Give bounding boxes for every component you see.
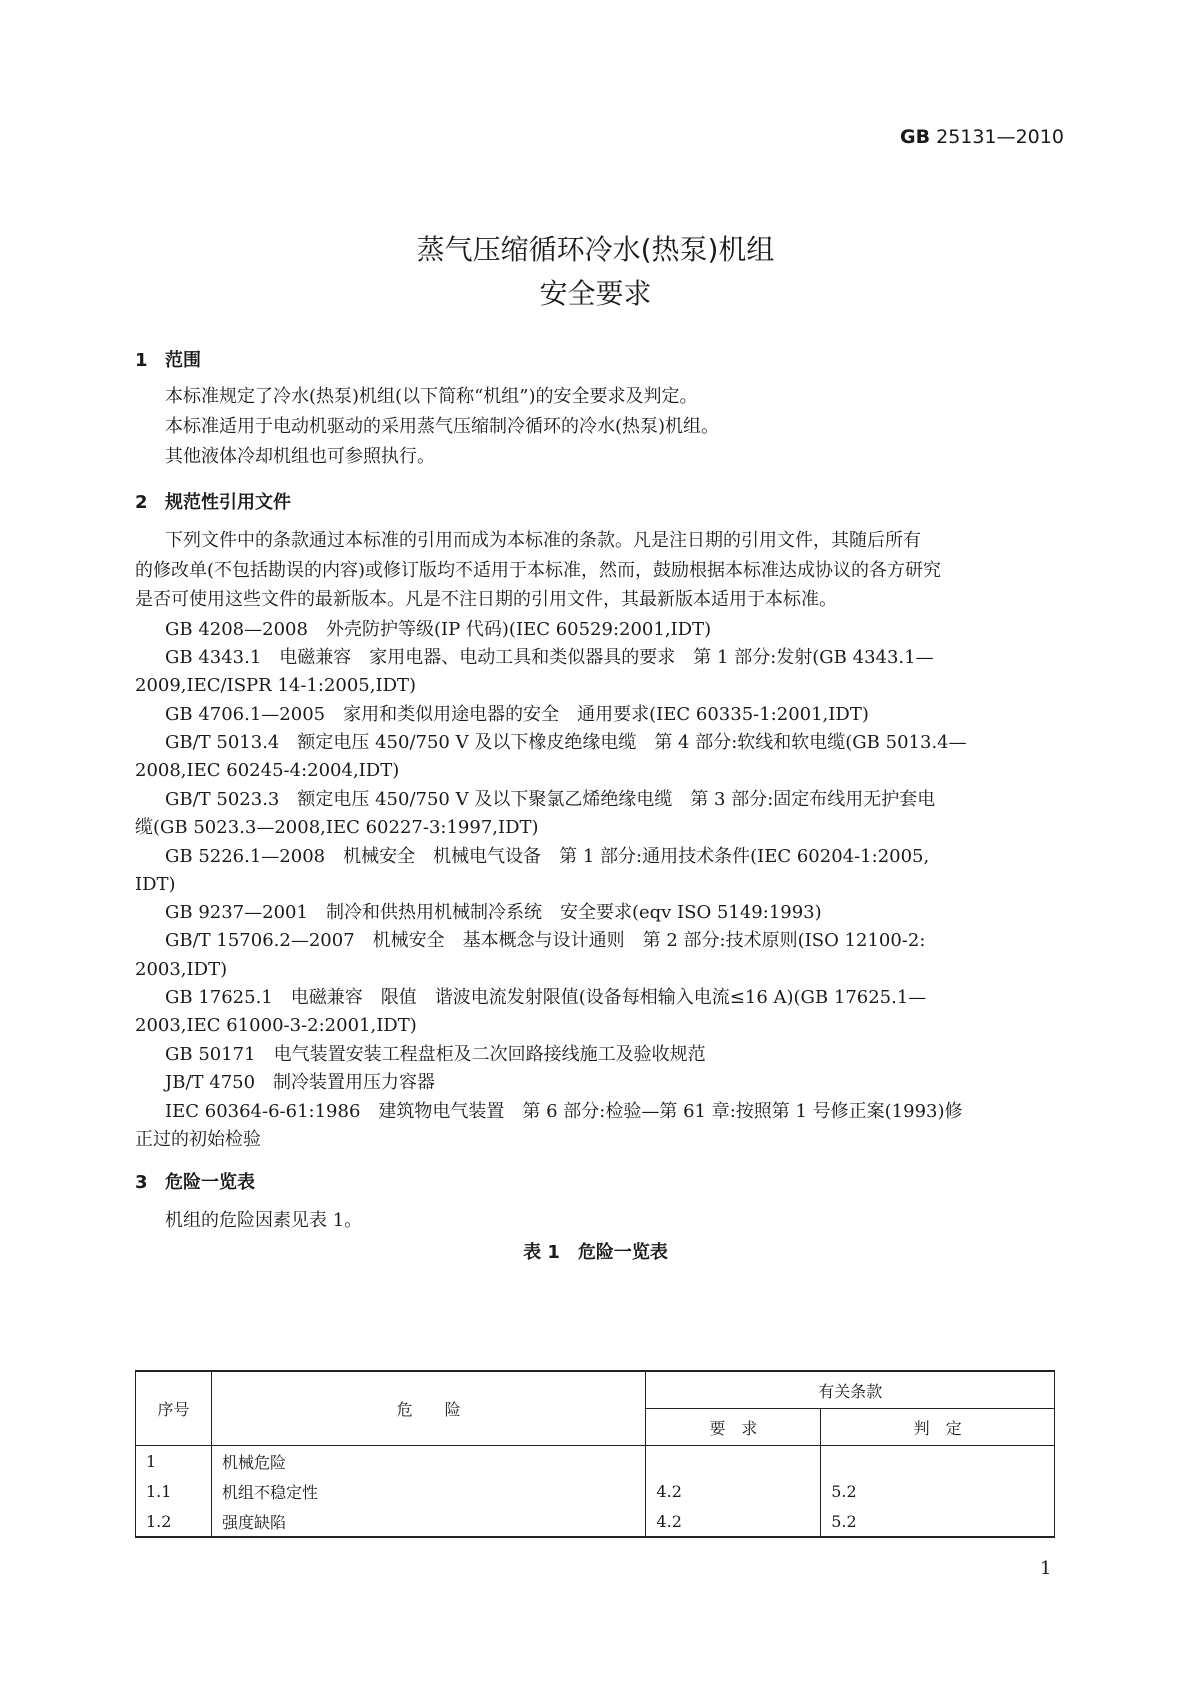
page-number: 1 (1040, 1558, 1052, 1579)
section-title: 规范性引用文件 (165, 492, 291, 513)
paragraph: 本标准适用于电动机驱动的采用蒸气压缩制冷循环的冷水(热泵)机组。 (165, 416, 720, 437)
section-title: 范围 (165, 350, 201, 371)
reference-item: GB/T 5013.4 额定电压 450/750 V 及以下橡皮绝缘电缆 第 4 部分:软线和软电缆(GB 5013.4— (165, 732, 967, 753)
table-row (136, 1476, 1055, 1506)
reference-item-cont: 正过的初始检验 (135, 1129, 261, 1150)
reference-item-cont: 2003,IEC 61000-3-2:2001,IDT) (135, 1015, 417, 1036)
standard-code (900, 126, 1064, 148)
reference-item: GB 5226.1—2008 机械安全 机械电气设备 第 1 部分:通用技术条件(IEC 60204-1:2005, (165, 846, 930, 867)
reference-item: GB 4208—2008 外壳防护等级(IP 代码)(IEC 60529:2001,IDT) (165, 619, 712, 640)
cell-requirement (646, 1446, 821, 1477)
document-title-line2: 安全要求 (539, 277, 652, 310)
cell-judgment: 5.2 (821, 1506, 1055, 1537)
cell-requirement: 4.2 (646, 1506, 821, 1537)
reference-item: GB 17625.1 电磁兼容 限值 谐波电流发射限值(设备每相输入电流≤16 A)(GB 17625.1— (165, 987, 927, 1008)
section-2-heading (135, 488, 291, 514)
paragraph: 机组的危险因素见表 1。 (165, 1210, 363, 1231)
reference-item: IEC 60364-6-61:1986 建筑物电气装置 第 6 部分:检验—第 61 章:按照第 1 号修正案(1993)修 (165, 1101, 963, 1122)
reference-item: JB/T 4750 制冷装置用压力容器 (165, 1072, 436, 1093)
header-judgment: 判 定 (821, 1409, 1055, 1446)
cell-judgment: 5.2 (821, 1476, 1055, 1506)
reference-item-cont: 2009,IEC/ISPR 14-1:2005,IDT) (135, 675, 417, 696)
reference-item: GB 9237—2001 制冷和供热用机械制冷系统 安全要求(eqv ISO 5149:1993) (165, 902, 822, 923)
reference-item-cont: IDT) (135, 874, 176, 895)
intro-line: 下列文件中的条款通过本标准的引用而成为本标准的条款。凡是注日期的引用文件，其随后所有 (165, 530, 921, 551)
section-title: 危险一览表 (165, 1172, 255, 1193)
table-row (136, 1506, 1055, 1537)
reference-item: GB/T 15706.2—2007 机械安全 基本概念与设计通则 第 2 部分:技术原则(ISO 12100-2: (165, 930, 926, 951)
reference-item: GB 4343.1 电磁兼容 家用电器、电动工具和类似器具的要求 第 1 部分:发射(GB 4343.1— (165, 647, 934, 668)
cell-hazard: 强度缺陷 (211, 1506, 645, 1537)
standard-code-number: 25131—2010 (936, 126, 1064, 148)
reference-item: GB 50171 电气装置安装工程盘柜及二次回路接线施工及验收规范 (165, 1044, 706, 1065)
reference-item-cont: 2003,IDT) (135, 959, 228, 980)
document-title-line1: 蒸气压缩循环冷水(热泵)机组 (416, 233, 775, 266)
intro-line: 是否可使用这些文件的最新版本。凡是不注日期的引用文件，其最新版本适用于本标准。 (135, 589, 837, 610)
cell-hazard: 机组不稳定性 (211, 1476, 645, 1506)
hazard-table (135, 1370, 1055, 1538)
header-related-clauses: 有关条款 (646, 1371, 1055, 1409)
standard-code-prefix: GB (900, 126, 931, 148)
paragraph: 其他液体冷却机组也可参照执行。 (165, 446, 435, 467)
section-3-heading (135, 1168, 255, 1194)
cell-seq: 1 (136, 1446, 212, 1477)
table-caption: 表 1 危险一览表 (523, 1242, 668, 1263)
paragraph: 本标准规定了冷水(热泵)机组(以下简称“机组”)的安全要求及判定。 (165, 386, 698, 407)
header-requirement: 要 求 (646, 1409, 821, 1446)
section-1-heading (135, 346, 201, 372)
section-number: 3 (135, 1172, 148, 1193)
cell-seq: 1.2 (136, 1506, 212, 1537)
section-number: 2 (135, 492, 148, 513)
table-row (136, 1446, 1055, 1477)
section-number: 1 (135, 350, 148, 371)
cell-hazard: 机械危险 (211, 1446, 645, 1477)
reference-item: GB/T 5023.3 额定电压 450/750 V 及以下聚氯乙烯绝缘电缆 第 3 部分:固定布线用无护套电 (165, 789, 936, 810)
cell-seq: 1.1 (136, 1476, 212, 1506)
reference-item-cont: 缆(GB 5023.3—2008,IEC 60227-3:1997,IDT) (135, 817, 539, 838)
header-seq: 序号 (136, 1371, 212, 1446)
cell-judgment (821, 1446, 1055, 1477)
header-hazard: 危 险 (211, 1371, 645, 1446)
cell-requirement: 4.2 (646, 1476, 821, 1506)
reference-item: GB 4706.1—2005 家用和类似用途电器的安全 通用要求(IEC 60335-1:2001,IDT) (165, 704, 869, 725)
reference-item-cont: 2008,IEC 60245-4:2004,IDT) (135, 760, 400, 781)
intro-line: 的修改单(不包括勘误的内容)或修订版均不适用于本标准，然而，鼓励根据本标准达成协议的各方研究 (135, 560, 942, 581)
